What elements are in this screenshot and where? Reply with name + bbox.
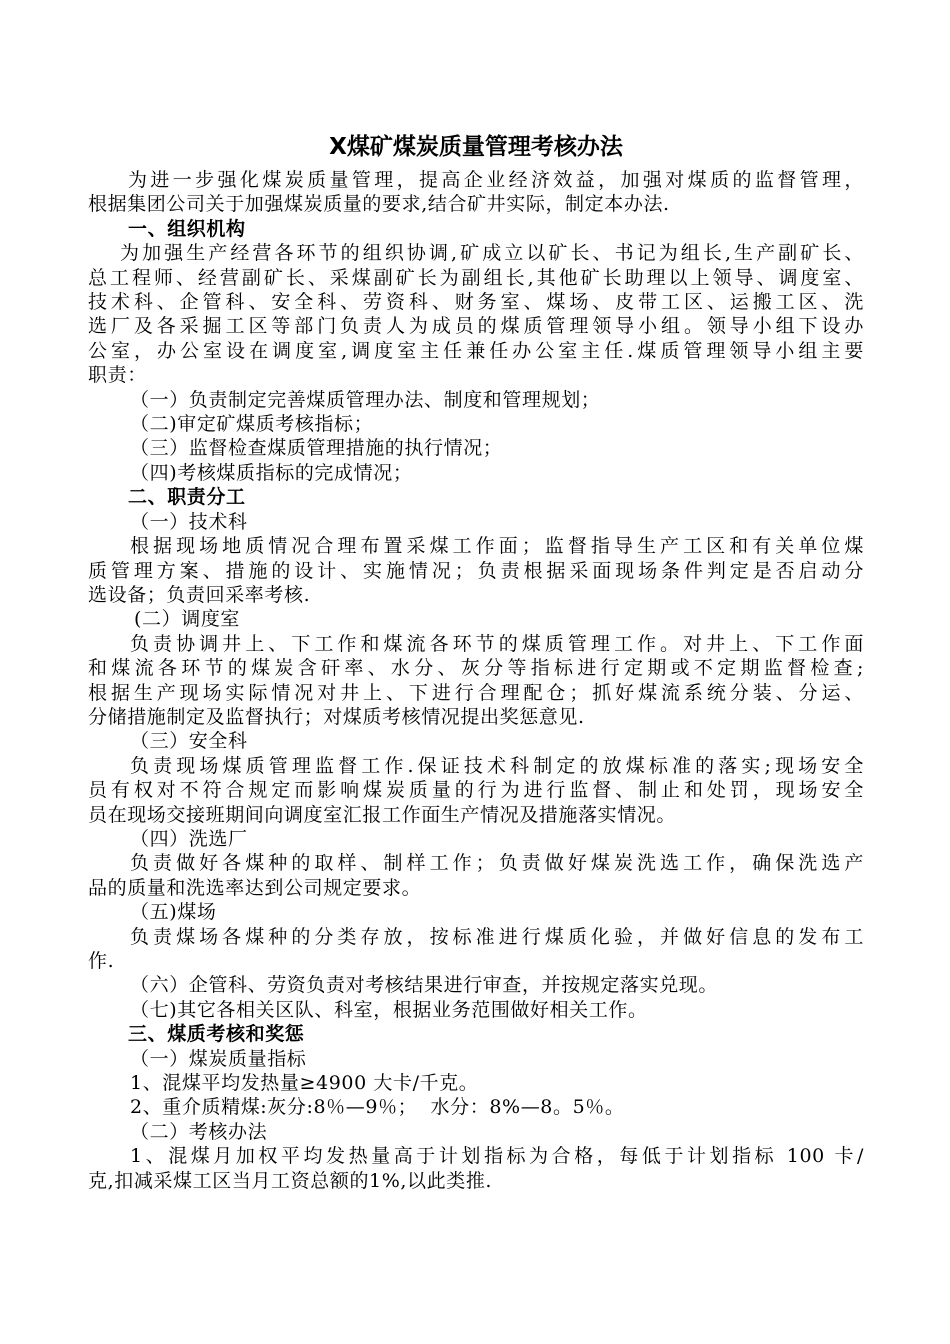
paragraph-line: 分储措施制定及监督执行；对煤质考核情况提出奖惩意见.	[88, 705, 585, 728]
paragraph-line: 职责：	[88, 364, 147, 387]
paragraph-line: 根据现场地质情况合理布置采煤工作面；监督指导生产工区和有关单位煤	[130, 535, 864, 558]
list-item: （三）监督检查煤质管理措施的执行情况；	[130, 437, 503, 460]
intro-line: 根据集团公司关于加强煤炭质量的要求,结合矿井实际，制定本办法.	[88, 193, 670, 216]
sub-heading-assessment-method: （二）考核办法	[130, 1120, 268, 1143]
organization-paragraph	[88, 241, 864, 387]
unit-heading-washing: （四）洗选厂	[130, 827, 248, 850]
unit-heading-dispatch: (二）调度室	[134, 608, 241, 631]
list-item: （四)考核煤质指标的完成情况；	[130, 461, 413, 484]
paragraph-line: 员有权对不符合规定而影响煤炭质量的行为进行监督、制止和处罚，现场安全	[88, 779, 864, 802]
unit-extra-line: （六）企管科、劳资负责对考核结果进行审查，并按规定落实兑现。	[130, 974, 719, 997]
paragraph-line: 负责做好各煤种的取样、制样工作；负责做好煤炭洗选工作，确保洗选产	[130, 852, 864, 875]
unit-heading-safety: （三）安全科	[130, 730, 248, 753]
document-title: X煤矿煤炭质量管理考核办法	[329, 134, 623, 160]
paragraph-line: 克,扣减采煤工区当月工资总额的1%,以此类推.	[88, 1169, 493, 1192]
unit-heading-coal-yard: （五)煤场	[130, 901, 217, 924]
paragraph-line: 品的质量和洗选率达到公司规定要求。	[88, 876, 422, 899]
paragraph-line: 负责煤场各煤种的分类存放，按标准进行煤质化验，并做好信息的发布工	[130, 925, 864, 948]
responsibility-list	[88, 388, 864, 486]
document-body	[88, 168, 864, 1193]
section-heading-organization: 一、组织机构	[128, 217, 246, 240]
paragraph-line: 员在现场交接班期间向调度室汇报工作面生产情况及措施落实情况。	[88, 803, 677, 826]
sub-heading-quality-index: （一）煤炭质量指标	[130, 1047, 307, 1070]
paragraph-line: 技术科、企管科、安全科、劳资科、财务室、煤场、皮带工区、运搬工区、洗	[88, 291, 864, 314]
paragraph-line: 负责协调井上、下工作和煤流各环节的煤质管理工作。对井上、下工作面	[130, 632, 864, 655]
paragraph-line: 质管理方案、措施的设计、实施情况；负责根据采面现场条件判定是否启动分	[88, 559, 864, 582]
section-heading-assessment: 三、煤质考核和奖惩	[128, 1023, 305, 1046]
index-item: 2、重介质精煤:灰分:8％—9％； 水分：8%—8。5％。	[130, 1096, 625, 1119]
index-item: 1、混煤平均发热量≥4900 大卡/千克。	[130, 1072, 479, 1095]
list-item: （二)审定矿煤质考核指标；	[130, 413, 374, 436]
unit-extra-line: （七)其它各相关区队、科室，根据业务范围做好相关工作。	[130, 998, 648, 1021]
paragraph-line: 负责现场煤质管理监督工作.保证技术科制定的放煤标准的落实;现场安全	[130, 754, 864, 777]
unit-heading-technical: （一）技术科	[130, 510, 248, 533]
paragraph-line: 为加强生产经营各环节的组织协调,矿成立以矿长、书记为组长,生产副矿长、	[120, 242, 864, 265]
paragraph-line: 公室，办公室设在调度室,调度室主任兼任办公室主任.煤质管理领导小组主要	[88, 339, 864, 362]
intro-line: 为进一步强化煤炭质量管理，提高企业经济效益，加强对煤质的监督管理，	[128, 169, 864, 191]
list-item: （一）负责制定完善煤质管理办法、制度和管理规划；	[130, 388, 601, 411]
paragraph-line: 选厂及各采掘工区等部门负责人为成员的煤质管理领导小组。领导小组下设办	[88, 315, 864, 338]
paragraph-line: 作.	[88, 950, 115, 972]
intro-paragraph	[88, 168, 864, 217]
paragraph-line: 和煤流各环节的煤炭含矸率、水分、灰分等指标进行定期或不定期监督检查;	[88, 657, 864, 680]
paragraph-line: 总工程师、经营副矿长、采煤副矿长为副组长,其他矿长助理以上领导、调度室、	[88, 266, 864, 289]
paragraph-line: 选设备；负责回采率考核.	[88, 583, 311, 606]
section-heading-duties: 二、职责分工	[128, 486, 246, 509]
paragraph-line: 根据生产现场实际情况对井上、下进行合理配仓；抓好煤流系统分装、分运、	[88, 681, 864, 704]
paragraph-line: 1、混煤月加权平均发热量高于计划指标为合格，每低于计划指标 100 卡/	[130, 1145, 864, 1168]
